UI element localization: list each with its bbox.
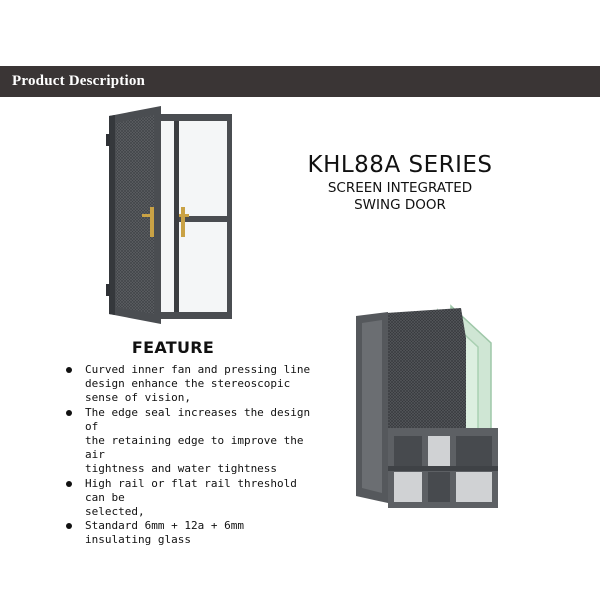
- feature-list: [60, 363, 320, 548]
- feature-text: The edge seal increases the design of the retaining edge to improve the air tightness and water tightness: [85, 405, 311, 476]
- series-subtitle-line1: SCREEN INTEGRATED: [327, 180, 473, 196]
- door-image: [95, 104, 240, 326]
- section-banner: [0, 66, 600, 97]
- feature-item: [60, 519, 320, 547]
- series-subtitle-line2: SWING DOOR: [354, 197, 446, 213]
- feature-item: [60, 363, 320, 406]
- feature-text: Curved inner fan and pressing line design enhance the stereoscopic sense of vision,: [85, 363, 311, 405]
- feature-text: Standard 6mm + 12a + 6mm insulating glass: [85, 519, 244, 547]
- series-title: KHL88A SERIES: [307, 152, 493, 178]
- feature-item: [60, 406, 320, 477]
- bullet-icon: [66, 523, 72, 529]
- banner-title: Product Description: [12, 73, 146, 89]
- feature-item: [60, 477, 320, 520]
- feature-text: High rail or flat rail threshold can be selected,: [85, 476, 297, 519]
- product-heading: [300, 150, 500, 214]
- bullet-icon: [66, 367, 72, 373]
- bullet-icon: [66, 481, 72, 487]
- profile-section-image: [356, 298, 506, 510]
- bullet-icon: [66, 410, 72, 416]
- feature-heading: FEATURE: [131, 338, 215, 357]
